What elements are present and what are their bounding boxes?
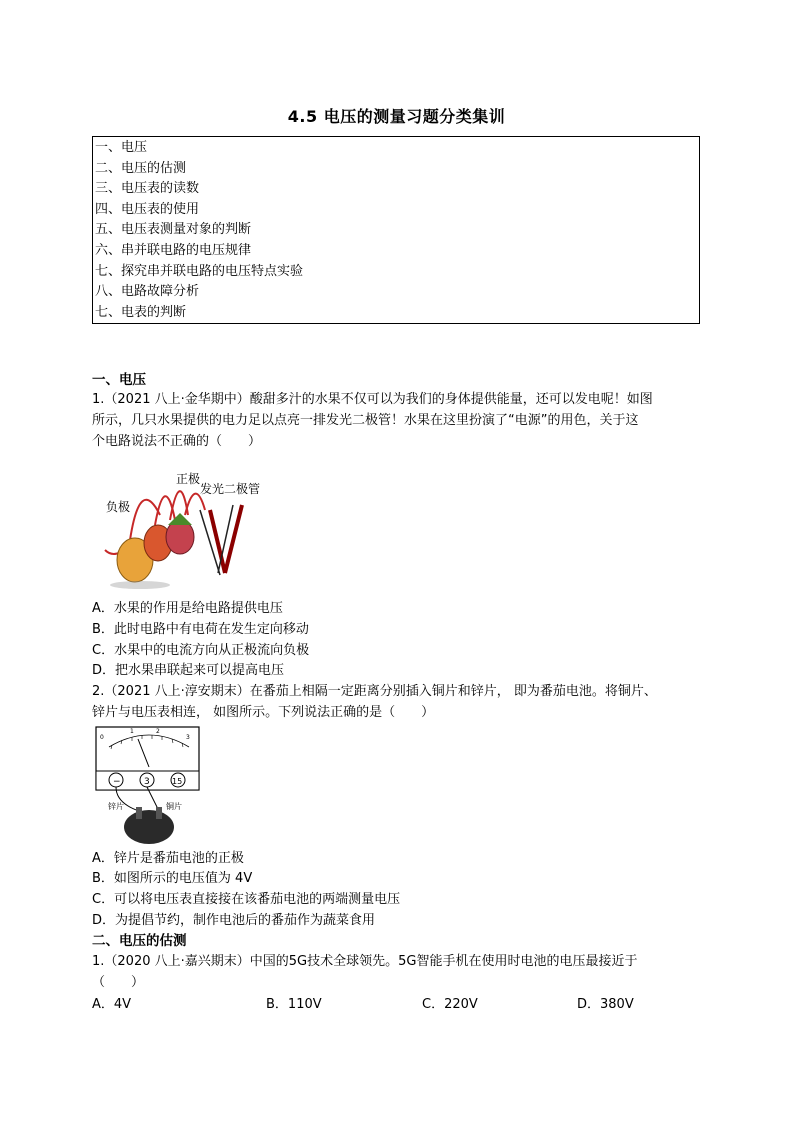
figure-label: 正极 [176, 472, 201, 486]
answer-option: A．水果的作用是给电路提供电压 [92, 601, 283, 616]
terminal-label: 3 [144, 777, 150, 787]
answer-option: D．为提倡节约，制作电池后的番茄作为蔬菜食用 [92, 913, 376, 928]
section-heading: 一、电压 [92, 372, 146, 388]
figure-label: 负极 [106, 500, 131, 514]
question-text: 个电路说法不正确的（ ） [92, 434, 262, 449]
answer-option: B．110V [266, 997, 322, 1012]
section-heading: 二、电压的估测 [92, 933, 187, 949]
figure-label: 锌片 [108, 802, 124, 811]
toc-item: 七、电表的判断 [95, 304, 187, 320]
toc-item: 四、电压表的使用 [95, 201, 200, 217]
scale-label: 1 [130, 728, 134, 735]
answer-option: C．220V [422, 997, 478, 1012]
terminal-label: − [113, 777, 121, 787]
question-text: 1.（2020 八上·嘉兴期末）中国的5G技术全球领先。5G智能手机在使用时电池的电压最接近于 [92, 954, 638, 969]
answer-option: A．4V [92, 997, 132, 1012]
page-title: 4.5 电压的测量习题分类集训 [287, 107, 506, 126]
terminal-label: 15 [172, 777, 183, 786]
toc-item: 六、串并联电路的电压规律 [95, 242, 252, 258]
scale-label: 3 [186, 734, 190, 741]
scale-label: 0 [100, 734, 104, 741]
toc-item: 三、电压表的读数 [95, 181, 200, 197]
answer-option: B．此时电路中有电荷在发生定向移动 [92, 622, 309, 637]
question-text: 锌片与电压表相连， 如图所示。下列说法正确的是（ ） [92, 705, 435, 720]
answer-option: D．380V [577, 997, 634, 1012]
question-text: 2.（2021 八上·淳安期末）在番茄上相隔一定距离分别插入铜片和锌片， 即为番茄电池。将铜片、 [92, 684, 657, 699]
answer-option: C．可以将电压表直接接在该番茄电池的两端测量电压 [92, 892, 401, 907]
answer-option: C．水果中的电流方向从正极流向负极 [92, 643, 310, 658]
question-text: （ ） [92, 975, 145, 990]
question-text: 1.（2021 八上·金华期中）酸甜多汁的水果不仅可以为我们的身体提供能量，还可以发电呢！如图 [92, 392, 653, 407]
figure-label: 发光二极管 [200, 482, 260, 496]
figure-label: 铜片 [166, 802, 182, 811]
question-text: 所示，几只水果提供的电力足以点亮一排发光二极管！水果在这里扮演了“电源”的用色，关于这 [92, 413, 639, 428]
toc-item: 二、电压的估测 [95, 160, 187, 176]
fruit-battery-figure [100, 465, 260, 595]
table-of-contents [92, 136, 700, 324]
toc-item: 五、电压表测量对象的判断 [95, 222, 252, 238]
answer-option: B．如图所示的电压值为 4V [92, 871, 253, 886]
toc-item: 一、电压 [95, 140, 148, 155]
toc-item: 七、探究串并联电路的电压特点实验 [95, 263, 304, 279]
scale-label: 2 [156, 728, 160, 735]
voltmeter-tomato-figure [94, 725, 204, 845]
answer-option: A．锌片是番茄电池的正极 [92, 851, 244, 866]
answer-option: D．把水果串联起来可以提高电压 [92, 663, 285, 678]
toc-item: 八、电路故障分析 [95, 284, 200, 300]
